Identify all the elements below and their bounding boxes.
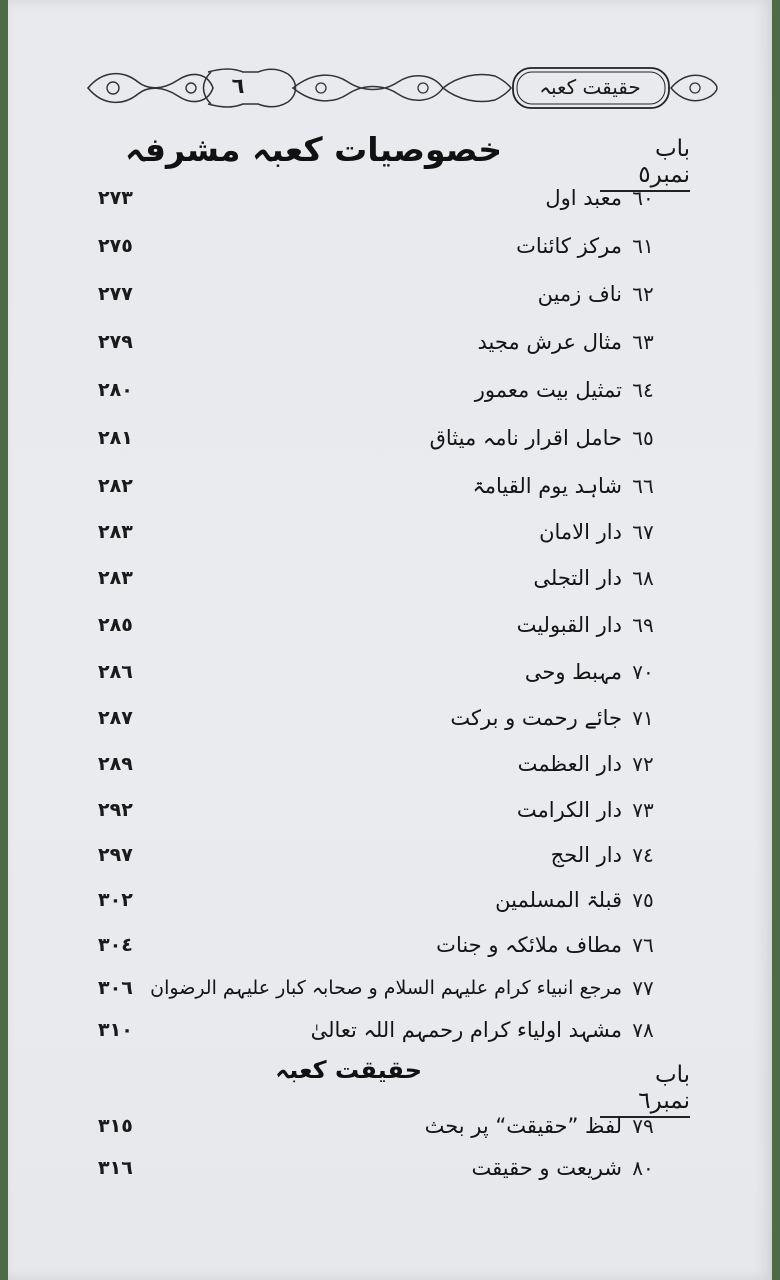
entry-page: ٢٨٣ xyxy=(98,521,133,543)
book-page xyxy=(8,0,772,1280)
entry-number: ٧٣ xyxy=(632,798,654,822)
entry-title: دار العظمت xyxy=(517,752,622,776)
toc-entry xyxy=(8,274,772,314)
running-title: حقیقت کعبہ xyxy=(539,75,641,99)
entry-title: مرکز کائنات xyxy=(516,234,622,258)
entry-title: مرجع انبیاء کرام علیہم السلام و صحابہ کبار علیہم الرضوان xyxy=(150,977,622,999)
entry-title: قبلۃ المسلمین xyxy=(495,888,622,912)
entry-title: شاہد یوم القیامۃ xyxy=(472,474,622,498)
entry-page: ٢٨١ xyxy=(98,427,133,449)
entry-number: ٧٥ xyxy=(632,888,654,912)
entry-title: تمثیل بیت معمور xyxy=(474,378,622,402)
toc-entry xyxy=(8,925,772,965)
entry-page: ٢٨٢ xyxy=(98,475,133,497)
toc-entry xyxy=(8,1148,772,1188)
entry-number: ٧٤ xyxy=(632,843,654,867)
entry-page: ٢٧٧ xyxy=(98,283,133,305)
toc-entry xyxy=(8,1106,772,1146)
page-number: ٦ xyxy=(231,74,245,98)
entry-title: حامل اقرار نامہ میثاق xyxy=(429,426,622,450)
entry-number: ٧٩ xyxy=(632,1114,654,1138)
toc-entry xyxy=(8,605,772,645)
entry-number: ٧٧ xyxy=(632,976,654,1000)
entry-page: ٢٧٣ xyxy=(98,187,133,209)
toc-entry xyxy=(8,512,772,552)
entry-number: ٦٨ xyxy=(632,566,654,590)
toc-entry xyxy=(8,418,772,458)
entry-number: ٦٧ xyxy=(632,520,654,544)
entry-title: مہبط وحی xyxy=(524,660,622,684)
chapter-5-title: خصوصیات کعبہ مشرفہ xyxy=(125,130,502,169)
toc-entry xyxy=(8,698,772,738)
entry-page: ٣٠٢ xyxy=(98,889,133,911)
toc-entry xyxy=(8,322,772,362)
entry-page: ٣١٦ xyxy=(98,1157,133,1179)
entry-title: معبد اول xyxy=(545,186,622,210)
toc-entry xyxy=(8,558,772,598)
toc-entry xyxy=(8,744,772,784)
entry-title: دار الکرامت xyxy=(516,798,622,822)
entry-number: ٦٦ xyxy=(632,474,654,498)
entry-number: ٧٠ xyxy=(632,660,654,684)
entry-page: ٣٠٤ xyxy=(98,934,133,956)
toc-entry xyxy=(8,880,772,920)
entry-title: لفظ ”حقیقت“ پر بحث xyxy=(424,1114,622,1138)
entry-title: ناف زمین xyxy=(537,282,622,306)
entry-number: ٦٩ xyxy=(632,613,654,637)
entry-page: ٢٨٩ xyxy=(98,753,133,775)
entry-title: دار القبولیت xyxy=(516,613,622,637)
entry-title: مشہد اولیاء کرام رحمہم اللہ تعالیٰ xyxy=(310,1018,622,1042)
entry-page: ٢٨٥ xyxy=(98,614,133,636)
toc-entry xyxy=(8,1010,772,1050)
chapter-6-title: حقیقت کعبہ xyxy=(275,1056,422,1084)
toc-entry xyxy=(8,652,772,692)
entry-number: ٦٣ xyxy=(632,330,654,354)
entry-title: دار الامان xyxy=(539,520,622,544)
chapter-5-label: باب نمبر٥ xyxy=(600,136,690,192)
entry-page: ٣٠٦ xyxy=(98,977,133,999)
chapter-6-label: باب نمبر٦ xyxy=(600,1062,690,1118)
entry-number: ٦٢ xyxy=(632,282,654,306)
entry-number: ٧٨ xyxy=(632,1018,654,1042)
entry-page: ٢٩٧ xyxy=(98,844,133,866)
entry-page: ٢٨٧ xyxy=(98,707,133,729)
entry-page: ٢٨٦ xyxy=(98,661,133,683)
entry-number: ٧٦ xyxy=(632,933,654,957)
entry-title: مثال عرش مجید xyxy=(477,330,622,354)
entry-number: ٦٠ xyxy=(632,186,654,210)
entry-number: ٧٢ xyxy=(632,752,654,776)
entry-number: ٧١ xyxy=(632,706,654,730)
entry-title: دار التجلی xyxy=(533,566,622,590)
toc-entry xyxy=(8,790,772,830)
toc-entry xyxy=(8,178,772,218)
toc-entry xyxy=(8,835,772,875)
entry-title: مطاف ملائکہ و جنات xyxy=(436,933,622,957)
entry-number: ٨٠ xyxy=(632,1156,654,1180)
entry-page: ٢٧٥ xyxy=(98,235,133,257)
toc-entry xyxy=(8,466,772,506)
entry-page: ٢٨٣ xyxy=(98,567,133,589)
toc-entry xyxy=(8,370,772,410)
entry-page: ٣١٠ xyxy=(98,1019,133,1041)
entry-number: ٦٥ xyxy=(632,426,654,450)
entry-page: ٢٩٢ xyxy=(98,799,133,821)
entry-number: ٦١ xyxy=(632,234,654,258)
entry-title: شریعت و حقیقت xyxy=(471,1156,622,1180)
toc-entry xyxy=(8,968,772,1008)
entry-page: ٢٨٠ xyxy=(98,379,133,401)
entry-number: ٦٤ xyxy=(632,378,654,402)
entry-page: ٢٧٩ xyxy=(98,331,133,353)
entry-title: دار الحج xyxy=(550,843,622,867)
page-header xyxy=(83,62,723,114)
toc-entry xyxy=(8,226,772,266)
entry-title: جائے رحمت و برکت xyxy=(450,706,622,730)
entry-page: ٣١٥ xyxy=(98,1115,133,1137)
